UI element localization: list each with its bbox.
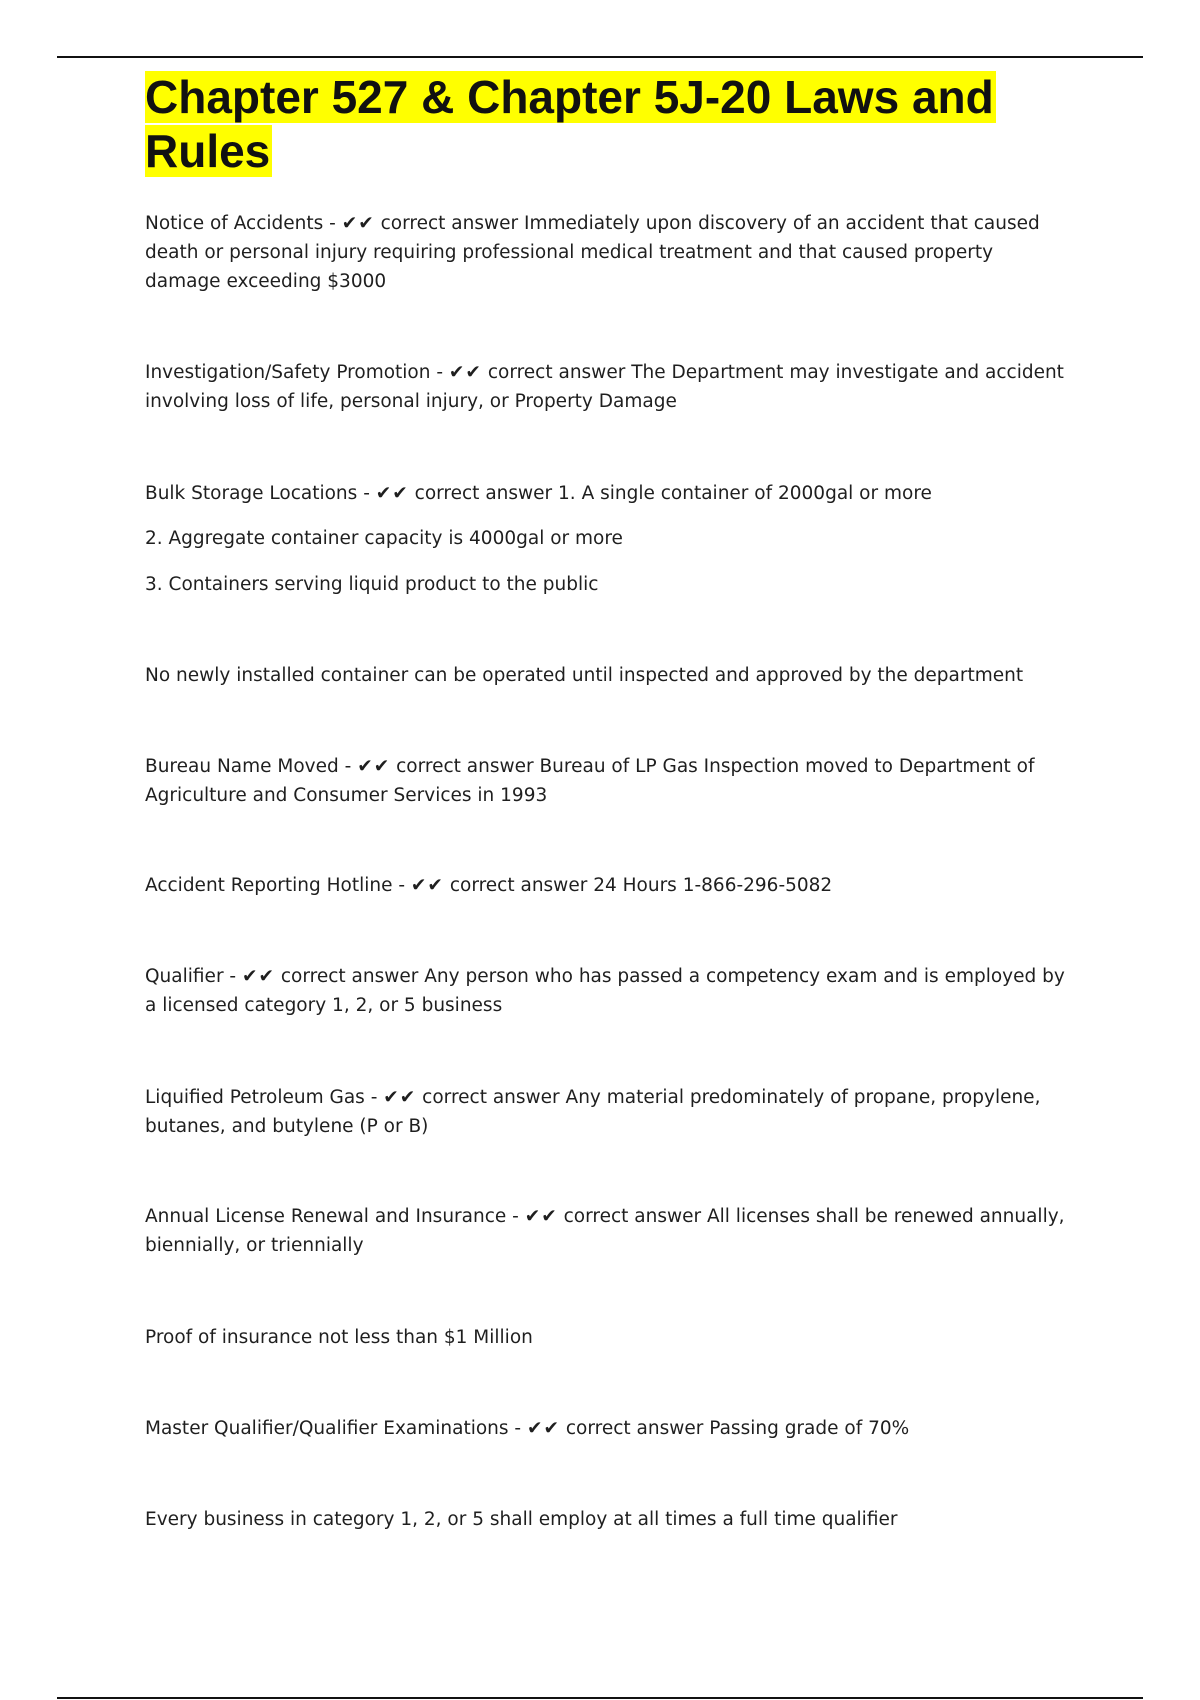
entry-term: Annual License Renewal and Insurance	[145, 1206, 507, 1227]
answer-label: correct answer	[565, 1418, 704, 1439]
check-icon: ✔✔	[357, 756, 391, 777]
qa-entry: Investigation/Safety Promotion - ✔✔ correct answer The Department may investigate and accident involving loss of life, personal injury, or Property Damage	[145, 362, 1064, 412]
entry-term: Notice of Accidents	[145, 213, 324, 234]
bottom-rule	[57, 1697, 1143, 1699]
page-title-text: Chapter 527 & Chapter 5J-20 Laws and Rules	[145, 71, 994, 177]
check-icon: ✔✔	[241, 966, 275, 987]
entry-answer: 24 Hours 1-866-296-5082	[593, 875, 833, 896]
entry-term: Liquified Petroleum Gas	[145, 1087, 365, 1108]
answer-label: correct answer	[380, 213, 519, 234]
qa-entry: Bulk Storage Locations - ✔✔ correct answer 1. A single container of 2000gal or more	[145, 483, 932, 504]
qa-entry: Bureau Name Moved - ✔✔ correct answer Bureau of LP Gas Inspection moved to Department of Agriculture and Consumer Services in 1993	[145, 756, 1035, 806]
note-line: No newly installed container can be operated until inspected and approved by the department	[145, 665, 1024, 686]
entry-answer: The Department may investigate and accident involving loss of life, personal injury, or Property Damage	[145, 362, 1064, 412]
entry-term: Bulk Storage Locations	[145, 483, 358, 504]
check-icon: ✔✔	[341, 213, 375, 234]
note-line: Every business in category 1, 2, or 5 shall employ at all times a full time qualifier	[145, 1509, 898, 1530]
qa-entry: Liquified Petroleum Gas - ✔✔ correct answer Any material predominately of propane, propylene, butanes, and butylene (P or B)	[145, 1087, 1041, 1137]
qa-entry: Annual License Renewal and Insurance - ✔✔ correct answer All licenses shall be renewed annually, biennially, or triennially	[145, 1206, 1065, 1256]
qa-entry: Accident Reporting Hotline - ✔✔ correct answer 24 Hours 1-866-296-5082	[145, 875, 833, 896]
answer-label: correct answer	[280, 966, 419, 987]
entry-answer: Any material predominately of propane, propylene, butanes, and butylene (P or B)	[145, 1087, 1041, 1137]
check-icon: ✔✔	[410, 875, 444, 896]
qa-entry: Master Qualifier/Qualifier Examinations - ✔✔ correct answer Passing grade of 70%	[145, 1418, 910, 1439]
check-icon: ✔✔	[383, 1087, 417, 1108]
qa-entry: Notice of Accidents - ✔✔ correct answer Immediately upon discovery of an accident that caused death or personal injury requiring professional medical treatment and that caused property damage exceeding $3000	[145, 213, 1040, 292]
qa-entry: Qualifier - ✔✔ correct answer Any person who has passed a competency exam and is employed by a licensed category 1, 2, or 5 business	[145, 966, 1065, 1016]
entry-answer: Bureau of LP Gas Inspection moved to Department of Agriculture and Consumer Services in 1993	[145, 756, 1035, 806]
list-item: 2. Aggregate container capacity is 4000gal or more	[145, 528, 623, 549]
answer-label: correct answer	[396, 756, 534, 777]
entry-term: Master Qualifier/Qualifier Examinations	[145, 1418, 509, 1439]
answer-label: correct answer	[487, 362, 626, 383]
entry-answer: 1. A single container of 2000gal or more	[558, 483, 932, 504]
answer-label: correct answer	[422, 1087, 560, 1108]
answer-label: correct answer	[563, 1206, 702, 1227]
check-icon: ✔✔	[375, 483, 409, 504]
note-line: Proof of insurance not less than $1 Million	[145, 1327, 533, 1348]
entry-answer: Any person who has passed a competency exam and is employed by a licensed category 1, 2, or 5 business	[145, 966, 1065, 1016]
entry-answer: All licenses shall be renewed annually, biennially, or triennially	[145, 1206, 1065, 1256]
check-icon: ✔✔	[526, 1418, 560, 1439]
check-icon: ✔✔	[448, 362, 482, 383]
document-header	[145, 70, 1065, 178]
check-icon: ✔✔	[524, 1206, 558, 1227]
entry-term: Qualifier	[145, 966, 224, 987]
entry-term: Bureau Name Moved	[145, 756, 339, 777]
answer-label: correct answer	[414, 483, 553, 504]
entry-answer: Immediately upon discovery of an accident that caused death or personal injury requiring professional medical treatment and that caused property damage exceeding $3000	[145, 213, 1040, 292]
answer-label: correct answer	[449, 875, 588, 896]
entry-term: Accident Reporting Hotline	[145, 875, 393, 896]
entry-answer: Passing grade of 70%	[709, 1418, 910, 1439]
entry-term: Investigation/Safety Promotion	[145, 362, 431, 383]
page-title	[145, 70, 1065, 178]
top-rule	[57, 56, 1143, 58]
list-item: 3. Containers serving liquid product to the public	[145, 574, 599, 595]
